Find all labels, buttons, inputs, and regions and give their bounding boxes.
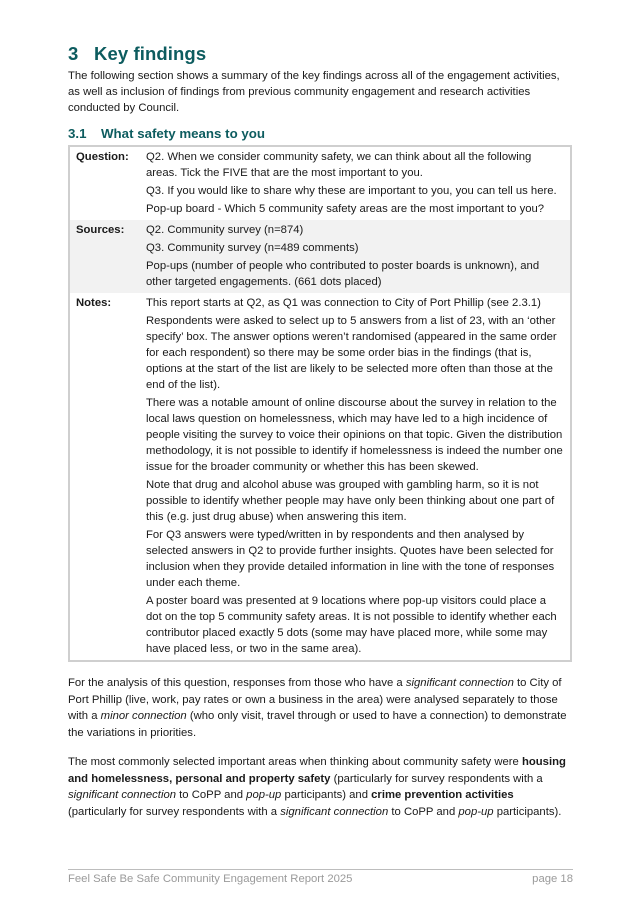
info-table [68, 145, 572, 662]
emphasis-significant-connection: significant connection [68, 789, 177, 801]
text-run: participants). [493, 805, 562, 818]
table-row-sources [69, 220, 571, 293]
question-item: Pop-up board - Which 5 community safety areas are the most important to you? [146, 203, 545, 215]
table-row-question [69, 146, 571, 220]
section-number: 3 [68, 43, 79, 64]
text-run: (particularly for survey respondents with a [330, 772, 543, 785]
source-item: Pop-ups (number of people who contributed to poster boards is unknown), and other targeted engagements. (661 dots placed) [146, 260, 540, 288]
question-item: Q2. When we consider community safety, we can think about all the following areas. Tick the FIVE that are the most important to you. [146, 151, 532, 179]
text-run: to City of Port Phillip (live, work, pay rates or own a business in the area) were analysed separately to those with a [68, 677, 562, 722]
emphasis-significant-connection: significant connection [405, 677, 514, 689]
text-run: to CoPP and [388, 805, 459, 818]
source-item: Q2. Community survey (n=874) [146, 224, 304, 236]
emphasis-minor-connection: minor connection [100, 710, 187, 722]
section-heading [68, 42, 573, 66]
question-label: Question: [76, 151, 129, 163]
notes-content [140, 293, 571, 661]
note-item: This report starts at Q2, as Q1 was connection to City of Port Phillip (see 2.3.1) [146, 297, 541, 309]
table-row-notes [69, 293, 571, 661]
text-run: The most commonly selected important areas when thinking about community safety were [68, 756, 522, 768]
note-item: A poster board was presented at 9 locations where pop-up visitors could place a dot on the top 5 community safety areas. It is not possible to identify whether each contributor placed exactly 5 dots (some may have placed more, while some may have placed less, or two in the same area). [146, 595, 557, 655]
subsection-heading [68, 125, 573, 143]
sources-content [140, 220, 571, 293]
bold-crime-prevention: crime prevention activities [371, 789, 514, 801]
page-footer [68, 869, 573, 885]
summary-paragraph [68, 754, 573, 820]
bold-housing-personal-safety: housing and homelessness, personal and property safety [68, 756, 566, 785]
subsection-title: What safety means to you [101, 126, 266, 141]
section-intro: The following section shows a summary of the key findings across all of the engagement activities, as well as inclusion of findings from previous community engagement and research activities conducted by Council. [68, 70, 560, 114]
emphasis-pop-up: pop-up [458, 805, 494, 818]
question-item: Q3. If you would like to share why these are important to you, you can tell us here. [146, 185, 557, 197]
footer-report-title: Feel Safe Be Safe Community Engagement Report 2025 [68, 873, 353, 885]
note-item: For Q3 answers were typed/written in by respondents and then analysed by selected answers in Q2 to provide further insights. Quotes have been selected for inclusion when they provide detailed information in line with the tone of responses under each theme. [146, 529, 555, 589]
text-run: participants) and [281, 789, 372, 801]
footer-page-number: page 18 [532, 873, 573, 885]
text-run: to CoPP and [176, 789, 247, 801]
text-run: (who only visit, travel through or used to have a connection) to demonstrate the variations in priorities. [68, 710, 567, 739]
section-title: Key findings [94, 43, 207, 64]
note-item: There was a notable amount of online discourse about the survey in relation to the local laws question on homelessness, which may have led to a high incidence of people visiting the survey to voice their opinions on that topic. Given the distribution methodology, it is not possible to identify if homelessness is indeed the number one issue for the broader community or whether this has been skewed. [146, 397, 563, 473]
note-item: Note that drug and alcohol abuse was grouped with gambling harm, so it is not possible to identify whether people may have only been thinking about one part of this (e.g. just drug abuse) when answering this item. [146, 479, 555, 523]
text-run: (particularly for survey respondents with a [68, 805, 281, 818]
sources-label: Sources: [69, 220, 140, 293]
source-item: Q3. Community survey (n=489 comments) [146, 242, 359, 254]
document-page [68, 42, 573, 820]
note-item: Respondents were asked to select up to 5 answers from a list of 23, with an ‘other specify’ box. The answer options weren’t randomised (appeared in the same order for each respondent) so there may be some order bias in the findings (that is, options at the start of the list are likely to be selected more often than those at the end of the list). [146, 315, 557, 391]
notes-label: Notes: [76, 297, 112, 309]
question-content [140, 146, 571, 220]
emphasis-significant-connection: significant connection [280, 805, 389, 818]
subsection-number: 3.1 [68, 126, 87, 141]
text-run: For the analysis of this question, responses from those who have a [68, 677, 406, 689]
analysis-paragraph [68, 675, 573, 741]
emphasis-pop-up: pop-up [246, 789, 282, 801]
